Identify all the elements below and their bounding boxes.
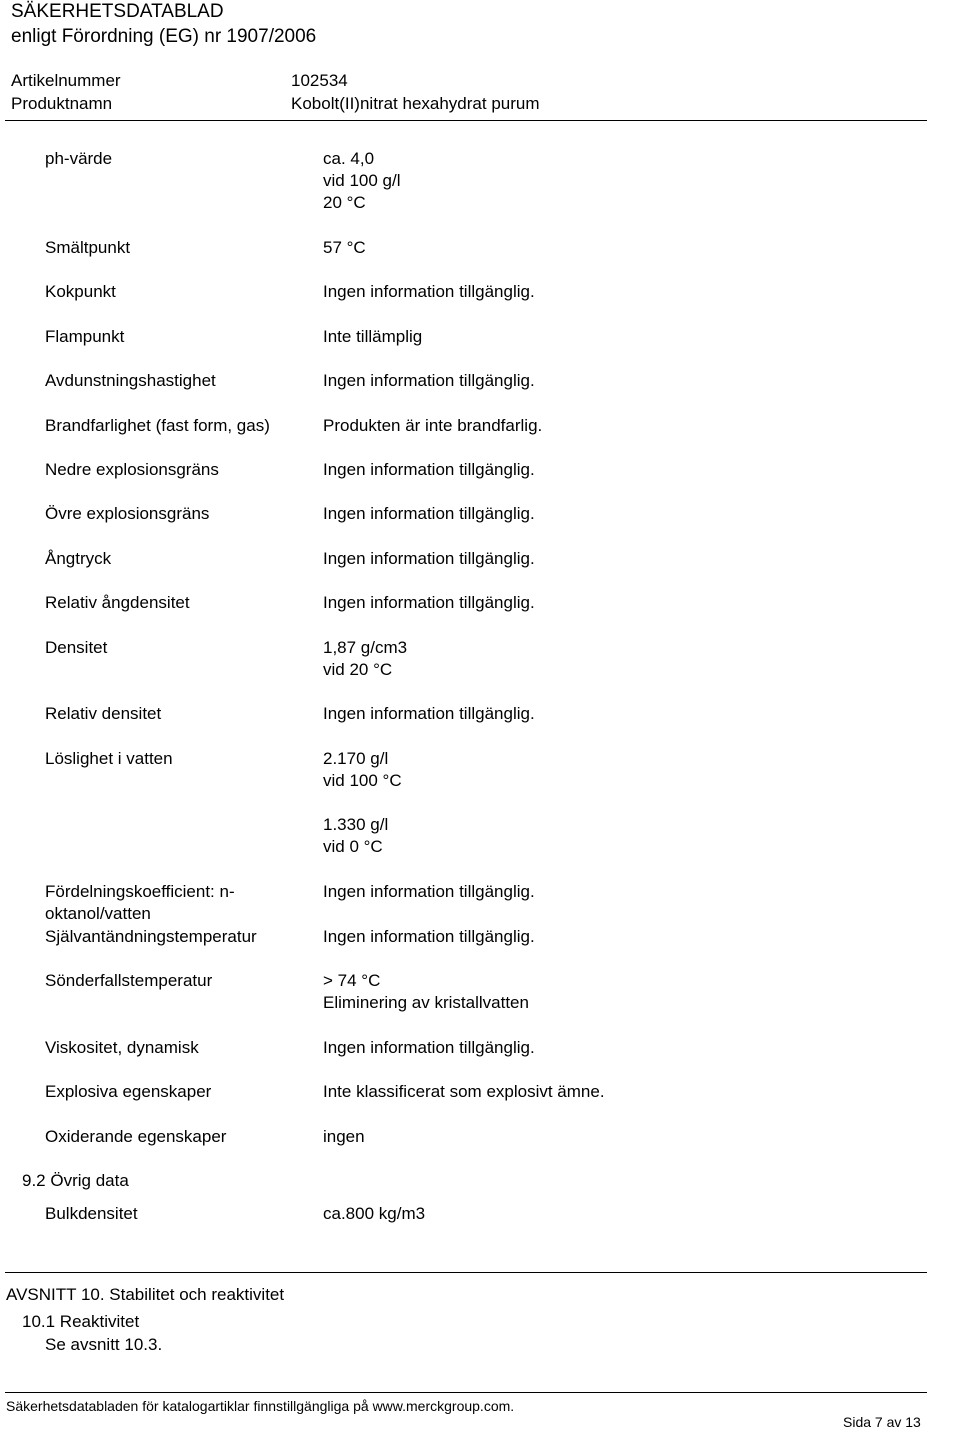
property-value: Ingen information tillgänglig. xyxy=(323,282,535,301)
property-label: Oxiderande egenskaper xyxy=(45,1127,227,1146)
property-value: 57 °C xyxy=(323,238,366,257)
property-label: Smältpunkt xyxy=(45,238,131,257)
bulk-density-value: ca.800 kg/m3 xyxy=(323,1204,426,1223)
property-label: Kokpunkt xyxy=(45,282,116,301)
property-label: oktanol/vatten xyxy=(45,904,151,923)
property-value: Ingen information tillgänglig. xyxy=(323,593,535,612)
property-value: ingen xyxy=(323,1127,365,1146)
property-label: ph-värde xyxy=(45,149,113,168)
footer-note: Säkerhetsdatabladen för katalogartiklar finnstillgängliga på www.merckgroup.com. xyxy=(6,1398,515,1414)
bulk-density-label: Bulkdensitet xyxy=(45,1204,138,1223)
property-value: Ingen information tillgänglig. xyxy=(323,504,535,523)
property-label: Brandfarlighet (fast form, gas) xyxy=(45,416,270,435)
property-label: Explosiva egenskaper xyxy=(45,1082,212,1101)
property-value: ca. 4,0 xyxy=(323,149,375,168)
property-value: 20 °C xyxy=(323,193,366,212)
property-value: vid 0 °C xyxy=(323,837,383,856)
property-value: Ingen information tillgänglig. xyxy=(323,371,535,390)
property-value: Ingen information tillgänglig. xyxy=(323,549,535,568)
property-label: Löslighet i vatten xyxy=(45,749,173,768)
property-value: Ingen information tillgänglig. xyxy=(323,927,535,946)
property-value: Inte tillämplig xyxy=(323,327,423,346)
property-value: Ingen information tillgänglig. xyxy=(323,1038,535,1057)
page-number: Sida 7 av 13 xyxy=(843,1414,921,1430)
property-value: 1.330 g/l xyxy=(323,815,389,834)
section-divider xyxy=(5,1272,927,1273)
footer-divider xyxy=(5,1392,927,1393)
product-name-value: Kobolt(II)nitrat hexahydrat purum xyxy=(291,94,540,113)
property-value: > 74 °C xyxy=(323,971,381,990)
property-label: Flampunkt xyxy=(45,327,125,346)
header-divider xyxy=(5,120,927,121)
property-value: Produkten är inte brandfarlig. xyxy=(323,416,543,435)
reactivity-text: Se avsnitt 10.3. xyxy=(45,1335,163,1354)
property-value: 1,87 g/cm3 xyxy=(323,638,408,657)
property-value: vid 100 °C xyxy=(323,771,402,790)
property-label: Övre explosionsgräns xyxy=(45,504,210,523)
property-value: Eliminering av kristallvatten xyxy=(323,993,529,1012)
article-number-value: 102534 xyxy=(291,71,348,90)
property-label: Sönderfallstemperatur xyxy=(45,971,213,990)
article-number-label: Artikelnummer xyxy=(11,71,121,90)
property-label: Avdunstningshastighet xyxy=(45,371,216,390)
property-label: Fördelningskoefficient: n- xyxy=(45,882,235,901)
property-label: Relativ ångdensitet xyxy=(45,593,190,612)
property-value: Ingen information tillgänglig. xyxy=(323,882,535,901)
property-value: 2.170 g/l xyxy=(323,749,389,768)
property-value: vid 20 °C xyxy=(323,660,393,679)
property-label: Densitet xyxy=(45,638,108,657)
product-name-label: Produktnamn xyxy=(11,94,113,113)
property-value: vid 100 g/l xyxy=(323,171,401,190)
property-value: Ingen information tillgänglig. xyxy=(323,460,535,479)
property-value: Ingen information tillgänglig. xyxy=(323,704,535,723)
property-label: Viskositet, dynamisk xyxy=(45,1038,199,1057)
property-value: Inte klassificerat som explosivt ämne. xyxy=(323,1082,605,1101)
regulation-subtitle: enligt Förordning (EG) nr 1907/2006 xyxy=(11,26,317,47)
property-label: Självantändningstemperatur xyxy=(45,927,257,946)
section-10-title: AVSNITT 10. Stabilitet och reaktivitet xyxy=(6,1285,285,1304)
property-label: Relativ densitet xyxy=(45,704,162,723)
reactivity-heading: 10.1 Reaktivitet xyxy=(22,1312,140,1331)
property-label: Ångtryck xyxy=(45,549,112,568)
other-data-heading: 9.2 Övrig data xyxy=(22,1171,129,1190)
document-title: SÄKERHETSDATABLAD xyxy=(11,1,224,22)
property-label: Nedre explosionsgräns xyxy=(45,460,219,479)
